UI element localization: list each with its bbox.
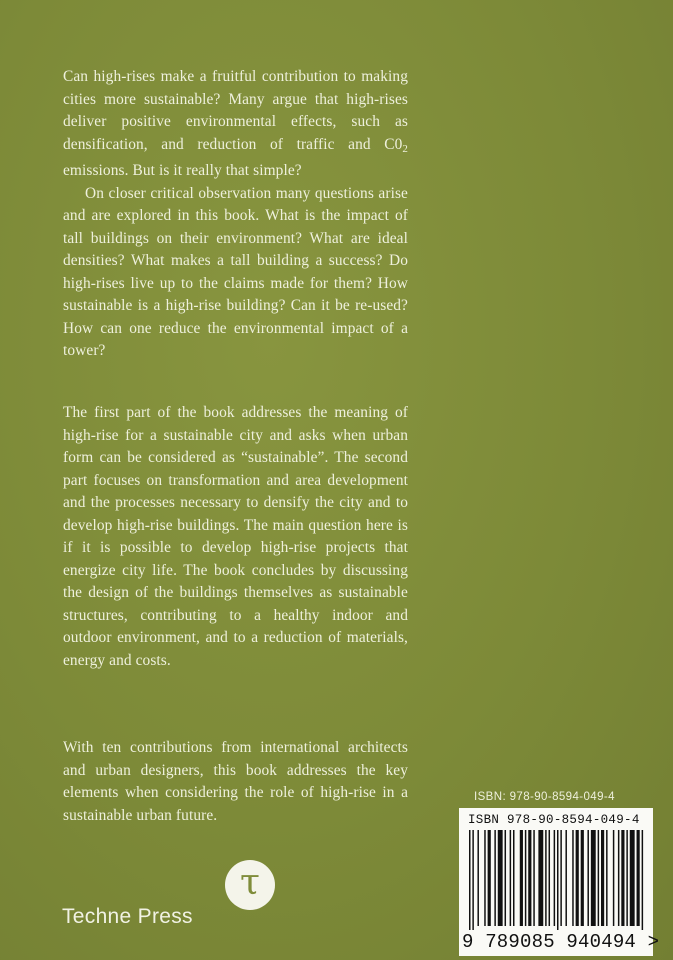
barcode-bar	[513, 830, 514, 926]
barcode-bar	[642, 830, 643, 930]
barcode-bar	[581, 830, 584, 926]
barcode-bar	[618, 830, 619, 926]
barcode-bar	[528, 830, 531, 926]
barcode-bar	[545, 830, 546, 926]
intro-paragraph-b: On closer critical observation many questions arise and are explored in this book. What is the impact of tall buildings on their environment? What are ideal densities? What makes a tall building a success? Do high-rises live up to the claims made for them? How sustainable is a high-rise building? Can it be re-used? How can one reduce the environmental impact of a tower?	[63, 184, 408, 359]
barcode-bar	[484, 830, 485, 926]
contributions-paragraph	[63, 737, 408, 827]
barcode-bar	[598, 830, 599, 926]
barcode-bar	[560, 830, 561, 926]
barcode-bar	[494, 830, 495, 926]
barcode-digits: 9 789085 940494 >	[462, 931, 660, 953]
barcode-bar	[557, 830, 558, 930]
barcode-bar	[572, 830, 573, 926]
contributions-paragraph-text: With ten contributions from international architects and urban designers, this book addresses the key elements when considering the role of high-rise in a sustainable urban future.	[63, 739, 408, 824]
barcode-bar	[533, 830, 534, 926]
barcode-bar	[621, 830, 624, 926]
barcode-bar	[520, 830, 523, 926]
barcode-bar	[472, 830, 473, 930]
barcode-bar	[565, 830, 566, 926]
barcode-bar	[538, 830, 543, 926]
barcode-bar	[626, 830, 627, 926]
barcode-bar	[637, 830, 640, 926]
barcode-bar	[549, 830, 550, 926]
logo-glyph: τ	[240, 862, 260, 903]
structure-paragraph-text: The first part of the book addresses the meaning of high-rise for a sustainable city and asks when urban form can be considered as “sustainable”. The second part focuses on transformation and area development and the processes necessary to densify the city and to develop high-rise buildings. The main question here is if it is possible to develop high-rise projects that energize city life. The book concludes by discussing the design of the buildings themselves as sustainable structures, contributing to a healthy indoor and outdoor environment, and to a reduction of materials, energy and costs.	[63, 404, 408, 669]
barcode-bar	[601, 830, 604, 926]
isbn-label: ISBN: 978-90-8594-049-4	[474, 791, 615, 803]
techne-press-tau-logo-icon	[225, 860, 275, 910]
barcode-bar	[477, 830, 478, 926]
barcode-bar	[510, 830, 511, 926]
barcode-bar	[554, 830, 555, 926]
barcode-bar	[613, 830, 614, 926]
barcode-bar	[488, 830, 491, 926]
barcode-bar	[606, 830, 607, 926]
barcode-bar	[591, 830, 596, 926]
intro-paragraph	[63, 66, 408, 363]
co2-subscript: 2	[402, 142, 408, 155]
barcode-bar	[587, 830, 588, 926]
barcode-bar	[505, 830, 506, 926]
barcode-bar	[498, 830, 503, 926]
barcode-bar	[576, 830, 579, 926]
structure-paragraph	[63, 402, 408, 672]
barcode-bar	[469, 830, 470, 930]
barcode-bar	[630, 830, 635, 926]
barcode-isbn-text: ISBN 978-90-8594-049-4	[468, 813, 640, 827]
isbn-barcode	[459, 808, 660, 956]
barcode-bars-icon	[469, 830, 645, 930]
publisher-name: Techne Press	[62, 905, 193, 928]
barcode-bar	[525, 830, 526, 926]
intro-paragraph-a: Can high-rises make a fruitful contribution to making cities more sustainable? Many argue that high-rises deliver positive environmental effects, such as densification, and reduction of traffic and $C0_2$ emissions. But is it really that simple?	[63, 68, 408, 179]
